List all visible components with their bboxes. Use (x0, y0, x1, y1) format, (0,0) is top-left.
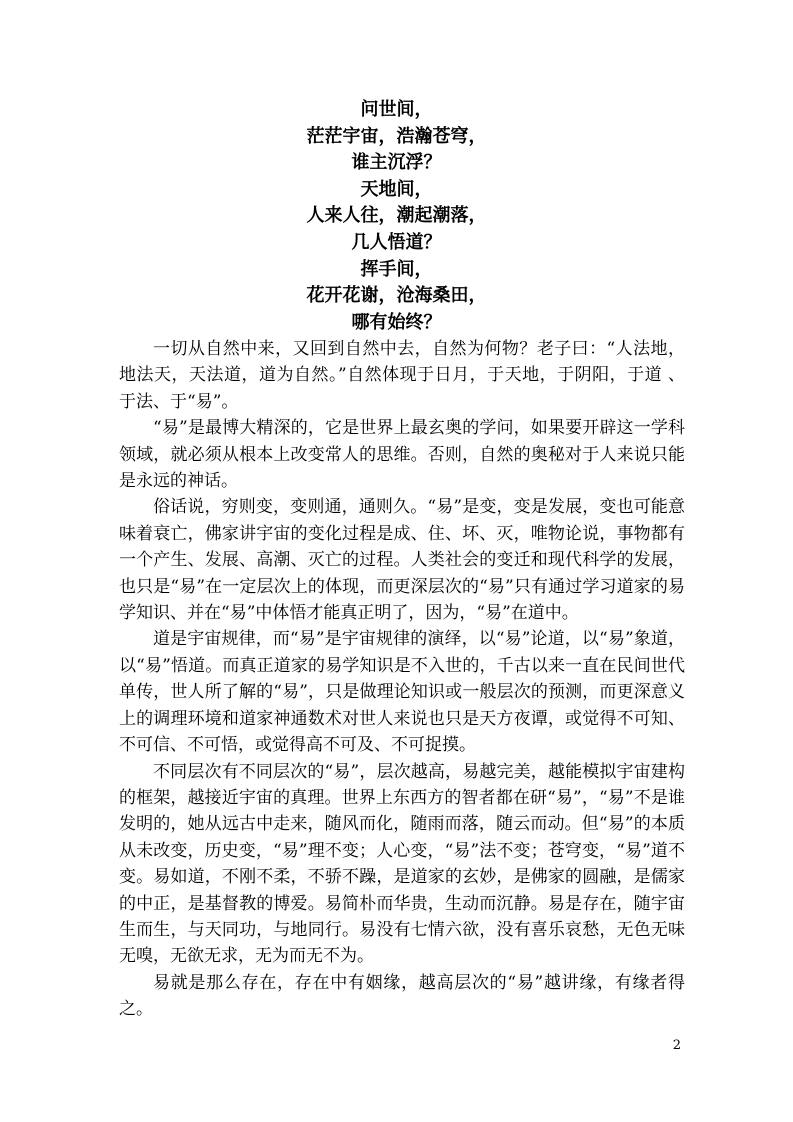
paragraph: 易就是那么存在，存在中有姻缘，越高层次的“易”越讲缘，有缘者得之。 (119, 972, 685, 1020)
page-number: 2 (672, 1038, 681, 1053)
poem-line: 茫茫宇宙，浩瀚苍穹， (306, 125, 487, 147)
paragraph: “易”是最博大精深的，它是世界上最玄奥的学问，如果要开辟这一学科领域，就必须从根本上改变常人的思维。否则，自然的奥秘对于人来说只能是永远的神话。 (119, 418, 685, 492)
poem-line: 花开花谢，沧海桑田， (306, 285, 487, 307)
body-text (119, 336, 685, 1023)
opening-poem (0, 97, 793, 336)
poem-line: 天地间， (360, 178, 433, 200)
poem-line: 挥手间， (360, 258, 433, 280)
poem-line: 几人悟道？ (351, 231, 442, 253)
paragraph: 一切从自然中来，又回到自然中去，自然为何物？老子曰：“人法地，地法天，天法道，道为自然。”自然体现于日月，于天地，于阴阳，于道 、于法、于“易”。 (119, 339, 685, 412)
paragraph: 道是宇宙规律，而“易”是宇宙规律的演绎，以“易”论道，以“易”象道，以“易”悟道。而真正道家的易学知识是不入世的，千古以来一直在民间世代单传，世人所了解的“易”，只是做理论知识或一般层次的预测，而更深意义上的调理环境和道家神通数术对世人来说也只是天方夜谭，或觉得不可知、不可信、不可悟，或觉得高不可及、不可捉摸。 (119, 629, 685, 756)
poem-line: 人来人往，潮起潮落， (306, 205, 487, 227)
poem-line: 问世间， (360, 99, 433, 120)
poem-line: 谁主沉浮？ (351, 152, 442, 174)
paragraph: 不同层次有不同层次的“易”，层次越高，易越完美，越能模拟宇宙建构的框架，越接近宇宙的真理。世界上东西方的智者都在研“易”，“易”不是谁发明的，她从远古中走来，随风而化，随雨而落，随云而动。但“易”的本质从未改变，历史变，“易”理不变；人心变，“易”法不变；苍穹变，“易”道不变。易如道，不刚不柔，不骄不躁，是道家的玄妙，是佛家的圆融，是儒家的中正，是基督教的博爱。易简朴而华贵，生动而沉静。易是存在，随宇宙生而生，与天同功，与地同行。易没有七情六欲，没有喜乐哀愁，无色无味无嗅，无欲无求，无为而无不为。 (119, 761, 685, 967)
poem-line: 哪有始终？ (351, 311, 442, 333)
paragraph: 俗话说，穷则变，变则通，通则久。“易”是变，变是发展，变也可能意味着衰亡，佛家讲宇宙的变化过程是成、住、坏、灭，唯物论说，事物都有一个产生、发展、高潮、灭亡的过程。人类社会的变迁和现代科学的发展，也只是“易”在一定层次上的体现，而更深层次的“易”只有通过学习道家的易学知识、并在“易”中体悟才能真正明了，因为，“易”在道中。 (119, 497, 685, 624)
